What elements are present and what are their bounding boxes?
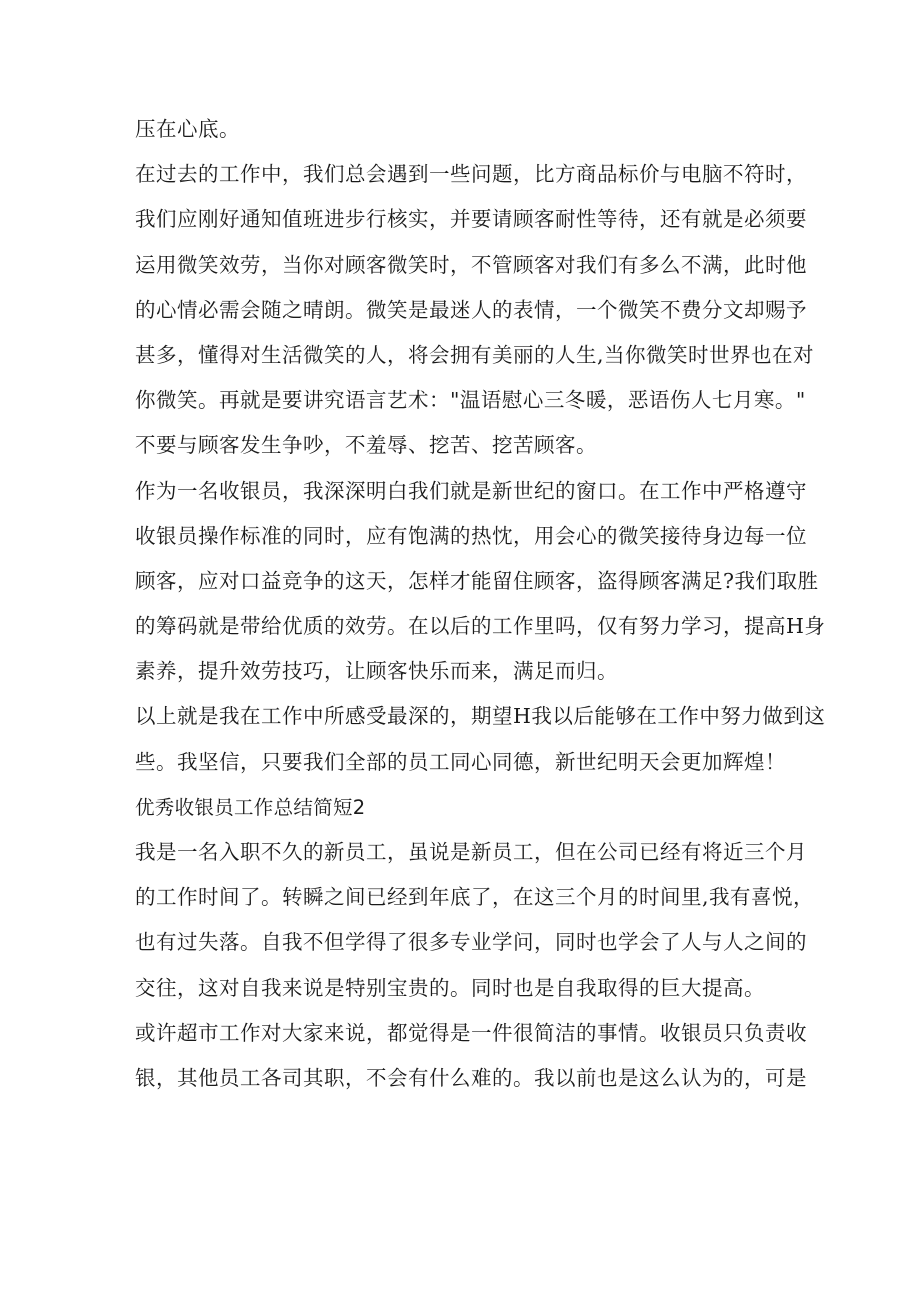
text-line: 在过去的工作中，我们总会遇到一些问题，比方商品标价与电脑不符时， — [135, 162, 807, 187]
text-line: 甚多，懂得对生活微笑的人，将会拥有美丽的人生,当你微笑时世界也在对 — [135, 342, 815, 367]
text-line: 的工作时间了。转瞬之间已经到年底了，在这三个月的时间里,我有喜悦， — [135, 885, 815, 910]
text-line: 素养，提升效劳技巧，让顾客快乐而来，满足而归。 — [135, 659, 618, 684]
text-line: 收银员操作标准的同时，应有饱满的热忱，用会心的微笑接待身边每一位 — [135, 523, 807, 548]
text-line: 的筹码就是带给优质的效劳。在以后的工作里吗，仅有努力学习，提高H身 — [135, 614, 826, 639]
text-line: 些。我坚信，只要我们全部的员工同心同德，新世纪明天会更加辉煌！ — [135, 749, 786, 774]
text-line: 压在心底。 — [135, 117, 240, 141]
text-line: 你微笑。再就是要讲究语言艺术："温语慰心三冬暖，恶语伤人七月寒。" — [135, 388, 806, 413]
text-line: 作为一名收银员，我深深明白我们就是新世纪的窗口。在工作中严格遵守 — [135, 478, 807, 503]
text-line: 我们应刚好通知值班进步行核实，并要请顾客耐性等待，还有就是必须要 — [135, 207, 807, 232]
text-line: 顾客，应对口益竞争的这天，怎样才能留住顾客，盗得顾客满足?我们取胜 — [135, 568, 819, 593]
section-heading: 优秀收银员工作总结简短2 — [135, 795, 366, 819]
text-line: 不要与顾客发生争吵，不羞辱、挖苦、挖苦顾客。 — [135, 433, 597, 458]
text-line: 我是一名入职不久的新员工，虽说是新员工，但在公司已经有将近三个月 — [135, 840, 807, 864]
text-line: 交往，这对自我来说是特别宝贵的。同时也是自我取得的巨大提高。 — [135, 975, 765, 1000]
text-line: 也有过失落。自我不但学得了很多专业学问，同时也学会了人与人之间的 — [135, 930, 807, 955]
text-line: 运用微笑效劳，当你对顾客微笑时，不管顾客对我们有多么不满，此时他 — [135, 252, 807, 277]
text-line: 以上就是我在工作中所感受最深的，期望H我以后能够在工作中努力做到这 — [135, 704, 826, 729]
document-page — [135, 107, 826, 1101]
text-line: 的心情必需会随之晴朗。微笑是最迷人的表情，一个微笑不费分文却赐予 — [135, 297, 807, 322]
text-line: 银，其他员工各司其职，不会有什么难的。我以前也是这么认为的，可是 — [135, 1065, 807, 1090]
text-line: 或许超市工作对大家来说，都觉得是一件很简洁的事情。收银员只负责收 — [135, 1020, 807, 1045]
